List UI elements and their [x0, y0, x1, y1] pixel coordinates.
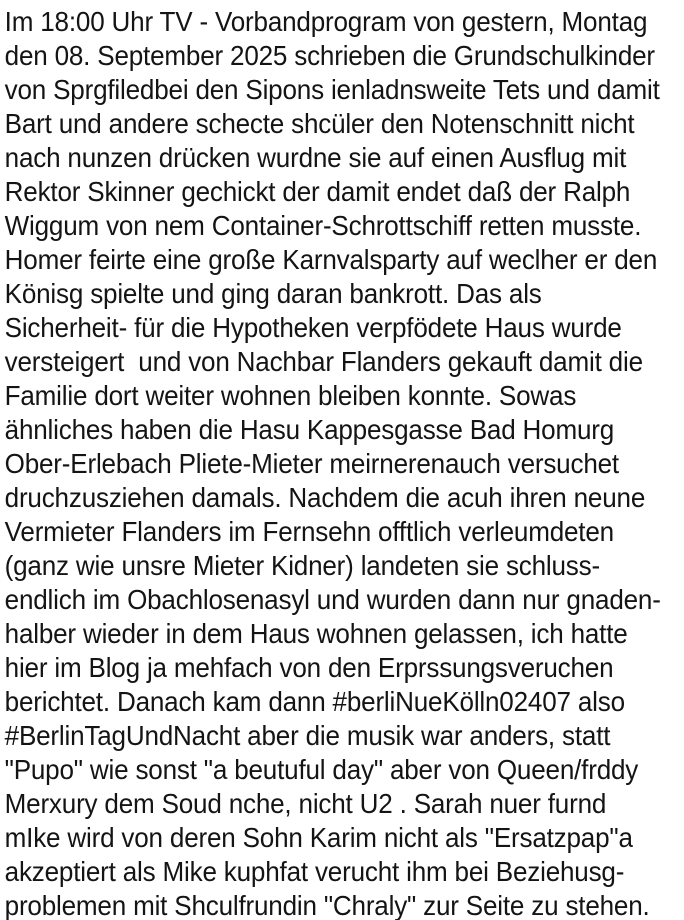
text-line: endlich im Obachlosenasyl und wurden dann nur gnaden-: [4, 584, 661, 615]
text-line: Vermieter Flanders im Fernsehn offtlich verleumdeten: [4, 516, 614, 547]
text-line: Ober-Erlebach Pliete-Mieter meirnerenauch versuchet: [4, 448, 619, 479]
text-line: versteigert und von Nachbar Flanders gekauft damit die: [4, 346, 643, 377]
text-line: berichtet. Danach kam dann #berliNueKölln02407 also: [4, 686, 625, 717]
text-line: akzeptiert als Mike kuphfat verucht ihm bei Beziehusg-: [4, 856, 625, 887]
text-line: Familie dort weiter wohnen bleiben konnte. Sowas: [4, 380, 577, 411]
text-line: halber wieder in dem Haus wohnen gelassen, ich hatte: [4, 618, 628, 649]
text-line: #BerlinTagUndNacht aber die musik war anders, statt: [4, 720, 611, 751]
text-line: (ganz wie unsre Mieter Kidner) landeten sie schluss-: [4, 550, 600, 581]
text-line: Im 18:00 Uhr TV - Vorbandprogram von gestern, Montag: [4, 6, 648, 37]
text-line: nach nunzen drücken wurdne sie auf einen Ausflug mit: [4, 142, 627, 173]
text-line: problemen mit Shculfrundin "Chraly" zur Seite zu stehen.: [4, 890, 650, 920]
text-line: Wiggum von nem Container-Schrottschiff retten musste.: [4, 210, 642, 241]
text-line: Bart und andere schecte shcüler den Notenschnitt nicht: [4, 108, 635, 139]
text-line: von Sprgfiledbei den Sipons ienladnsweite Tets und damit: [4, 74, 660, 105]
text-line: ähnliches haben die Hasu Kappesgasse Bad Homurg: [4, 414, 615, 445]
text-line: mIke wird von deren Sohn Karim nicht als "Ersatzpap"a: [4, 822, 633, 853]
text-line: Könisg spielte und ging daran bankrott. Das als: [4, 278, 542, 309]
text-line: druchzusziehen damals. Nachdem die acuh ihren neune: [4, 482, 646, 513]
text-line: Merxury dem Soud nche, nicht U2 . Sarah nuer furnd: [4, 788, 607, 819]
text-line: Homer feirte eine große Karnvalsparty auf weclher er den: [4, 244, 658, 275]
text-line: "Pupo" wie sonst "a beutuful day" aber von Queen/frddy: [4, 754, 639, 785]
text-line: den 08. September 2025 schrieben die Grundschulkinder: [4, 40, 655, 71]
text-line: Rektor Skinner gechickt der damit endet daß der Ralph: [4, 176, 631, 207]
text-line: Sicherheit- für die Hypotheken verpfödete Haus wurde: [4, 312, 622, 343]
text-line: hier im Blog ja mehfach von den Erprssungsveruchen: [4, 652, 614, 683]
